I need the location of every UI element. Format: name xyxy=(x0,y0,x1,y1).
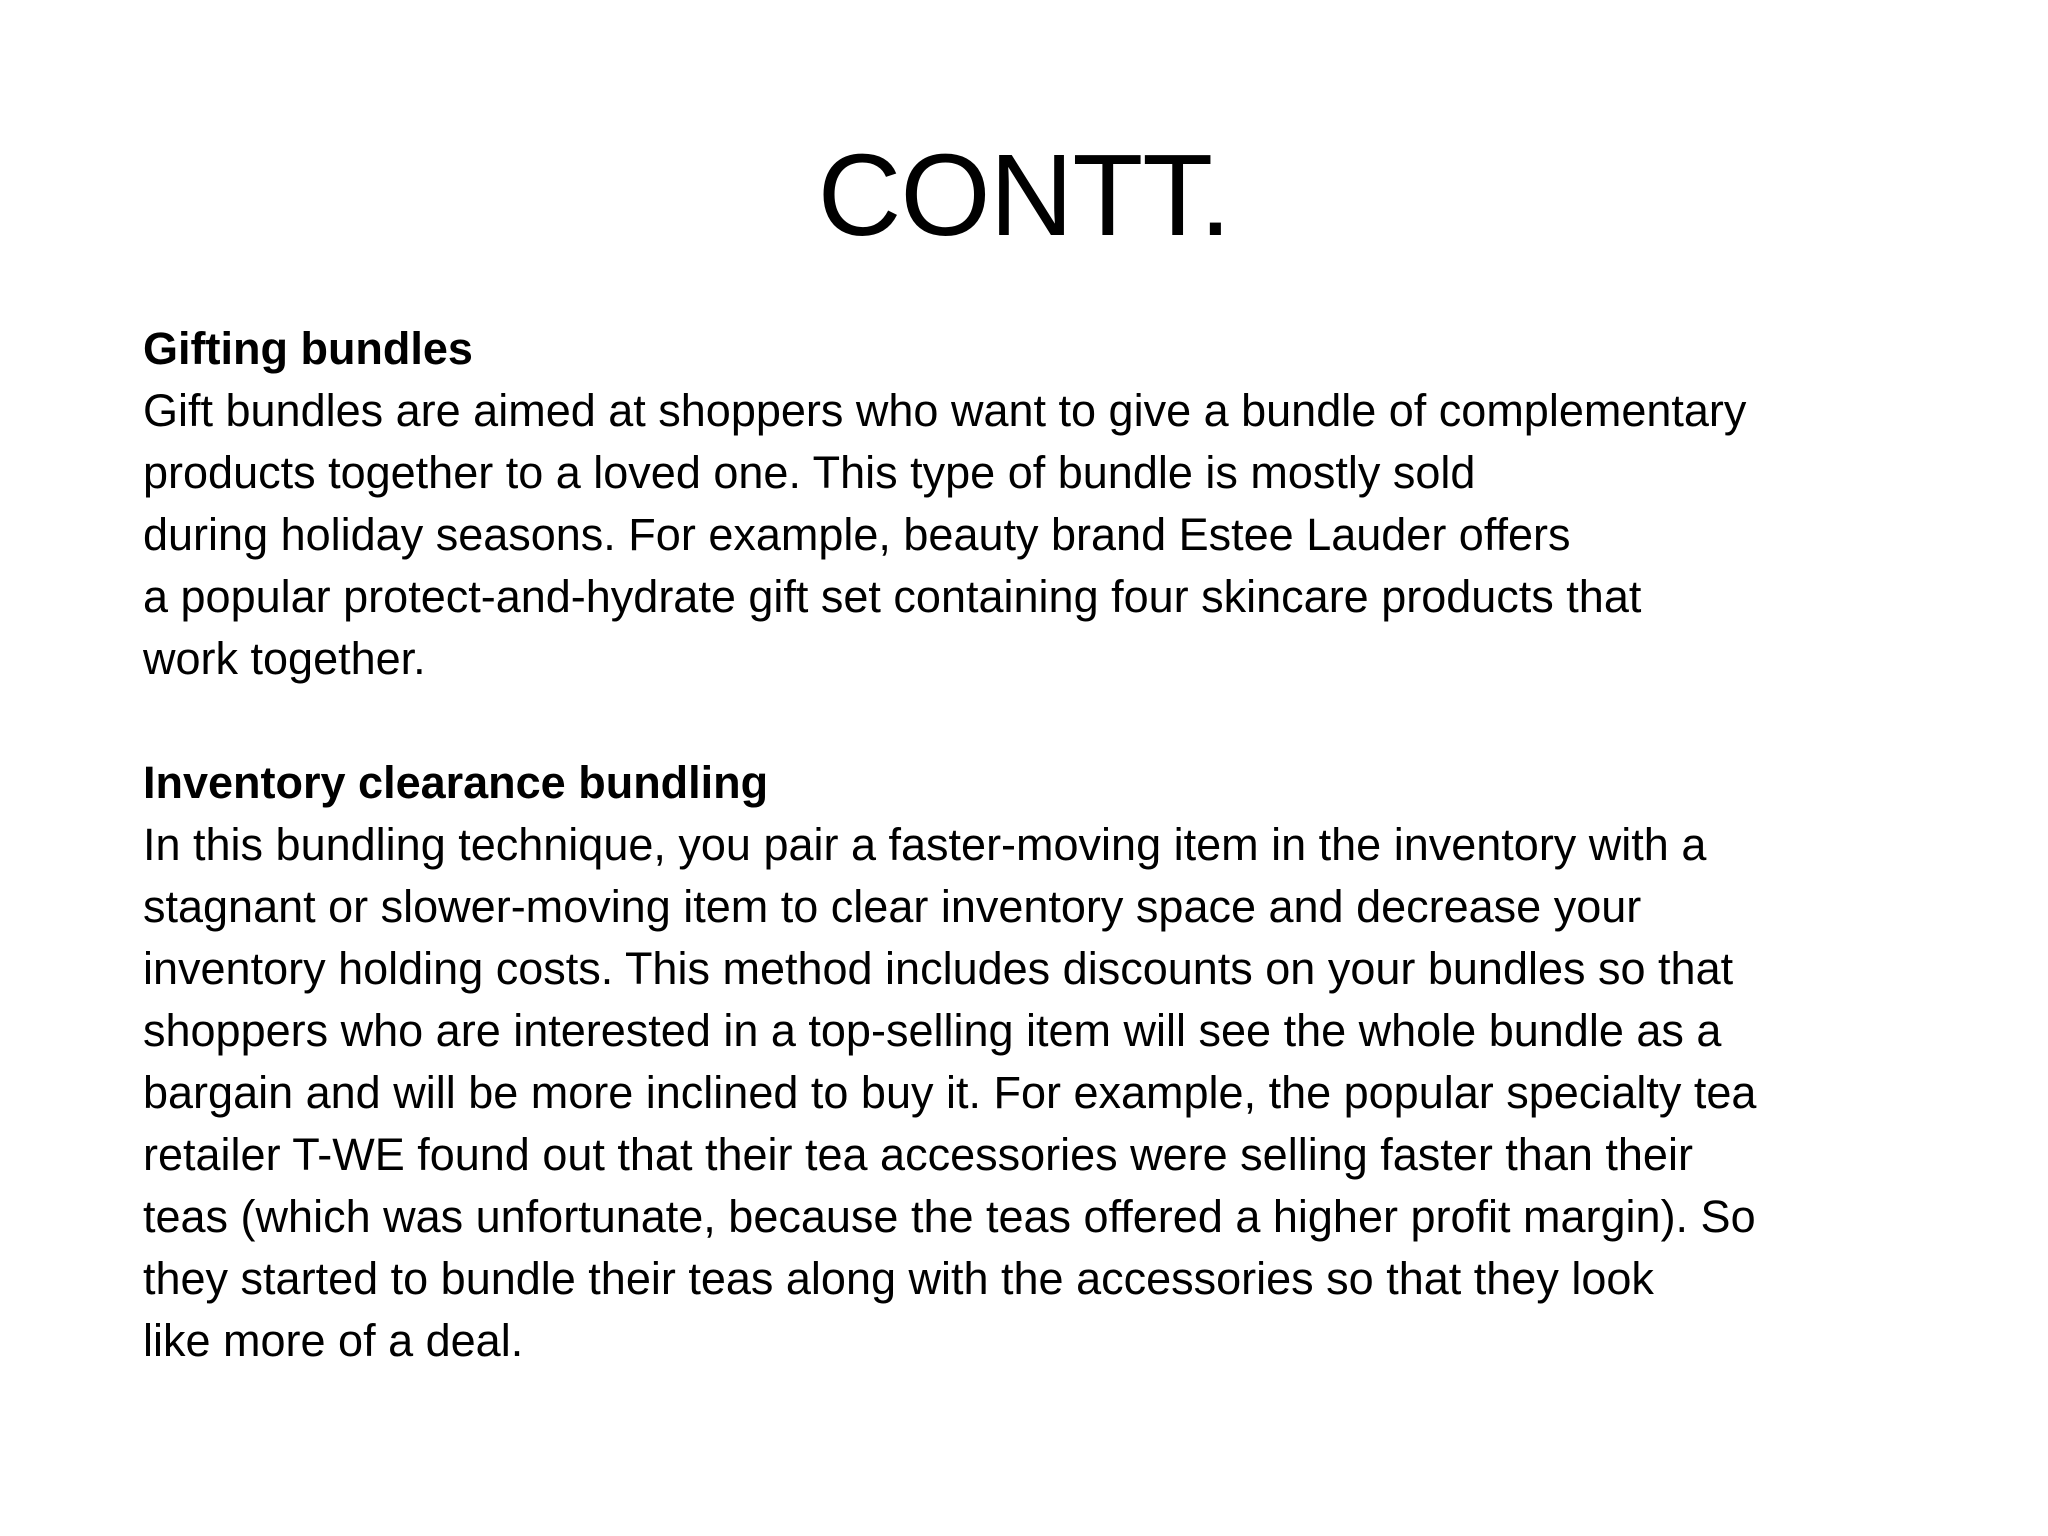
paragraph-line: inventory holding costs. This method includes discounts on your bundles so that xyxy=(143,943,1734,994)
paragraph-line: Gift bundles are aimed at shoppers who want to give a bundle of complementary xyxy=(143,385,1747,436)
paragraph-line: teas (which was unfortunate, because the teas offered a higher profit margin). So xyxy=(143,1191,1756,1242)
paragraph-line: stagnant or slower-moving item to clear inventory space and decrease your xyxy=(143,881,1642,932)
paragraph-line: bargain and will be more inclined to buy it. For example, the popular specialty tea xyxy=(143,1067,1757,1118)
section-inventory-clearance-bundling xyxy=(143,752,1933,1372)
paragraph-line: products together to a loved one. This type of bundle is mostly sold xyxy=(143,447,1476,498)
paragraph-line: In this bundling technique, you pair a faster-moving item in the inventory with a xyxy=(143,819,1707,870)
paragraph-line: shoppers who are interested in a top-selling item will see the whole bundle as a xyxy=(143,1005,1722,1056)
paragraph-line: work together. xyxy=(143,633,426,684)
paragraph-line: a popular protect-and-hydrate gift set containing four skincare products that xyxy=(143,571,1642,622)
paragraph-line: retailer T-WE found out that their tea accessories were selling faster than their xyxy=(143,1129,1693,1180)
paragraph-line: like more of a deal. xyxy=(143,1315,524,1366)
paragraph-line: during holiday seasons. For example, beauty brand Estee Lauder offers xyxy=(143,509,1571,560)
slide-body xyxy=(143,318,1933,1372)
section-gifting-bundles xyxy=(143,318,1933,690)
slide-title: CONTT. xyxy=(817,130,1231,260)
paragraph-line: they started to bundle their teas along with the accessories so that they look xyxy=(143,1253,1654,1304)
section-heading: Inventory clearance bundling xyxy=(143,757,769,808)
section-heading: Gifting bundles xyxy=(143,323,473,374)
